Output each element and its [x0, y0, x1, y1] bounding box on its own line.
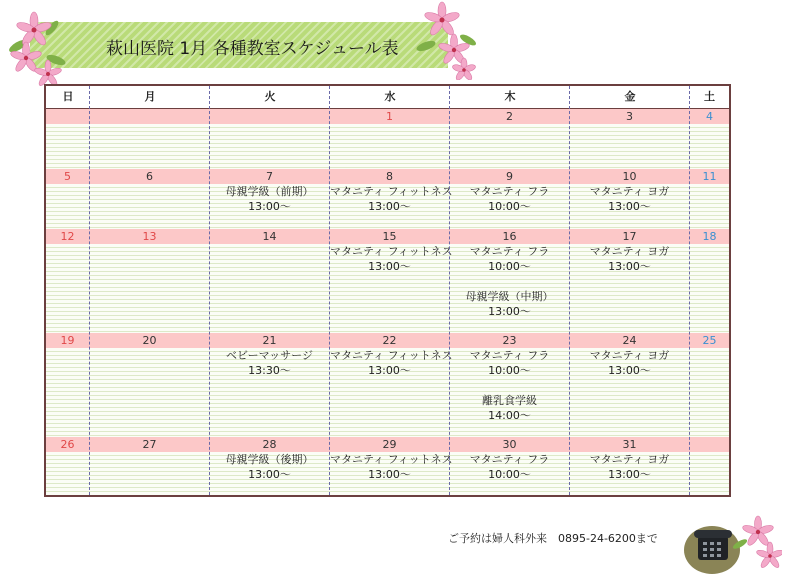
weekday-sat: 土	[704, 90, 715, 103]
day-number: 29	[382, 438, 397, 451]
day-number: 30	[502, 438, 517, 451]
event-time: 13:00～	[248, 468, 291, 481]
day-number: 16	[502, 230, 517, 243]
column-divider	[449, 86, 450, 495]
event-time: 13:00～	[608, 364, 651, 377]
day-number: 27	[142, 438, 157, 451]
day-number: 10	[622, 170, 637, 183]
class-event	[450, 244, 569, 274]
day-number: 23	[502, 334, 517, 347]
class-event	[570, 244, 689, 274]
day-number: 9	[506, 170, 513, 183]
day-number: 6	[146, 170, 153, 183]
day-number: 2	[506, 110, 513, 123]
event-time: 13:00～	[608, 468, 651, 481]
calendar-week	[46, 229, 729, 333]
event-name: マタニティ ヨガ	[589, 349, 670, 362]
event-time: 13:00～	[488, 305, 531, 318]
day-number: 15	[382, 230, 397, 243]
event-name: マタニティ ヨガ	[589, 245, 670, 258]
weekday-tue: 火	[264, 90, 276, 103]
telephone-icon	[672, 514, 782, 580]
event-time: 14:00～	[488, 409, 531, 422]
event-time: 13:00～	[608, 260, 651, 273]
day-number: 20	[142, 334, 157, 347]
day-number	[690, 437, 729, 452]
day-number: 5	[64, 170, 71, 183]
class-event	[330, 348, 453, 378]
event-name: 母親学級（中期）	[465, 290, 554, 303]
day-number: 26	[60, 438, 75, 451]
event-name: マタニティ フィットネス	[330, 349, 453, 362]
flower-right-icon	[414, 0, 478, 80]
weekday-thu: 木	[504, 90, 516, 103]
day-number: 3	[626, 110, 633, 123]
page-title: 萩山医院 1月 各種教室スケジュール表	[106, 39, 399, 59]
event-time: 13:30～	[248, 364, 291, 377]
schedule-calendar	[44, 84, 731, 497]
event-name: マタニティ フィットネス	[330, 185, 453, 198]
day-number: 19	[60, 334, 75, 347]
event-time: 10:00～	[488, 260, 531, 273]
day-number: 13	[142, 230, 157, 243]
column-divider	[89, 86, 90, 495]
column-divider	[569, 86, 570, 495]
day-number: 21	[262, 334, 277, 347]
calendar-week	[46, 437, 729, 495]
calendar-week	[46, 333, 729, 437]
class-event	[210, 348, 329, 378]
event-name: マタニティ フラ	[469, 245, 550, 258]
event-name: 離乳食学級	[482, 394, 537, 407]
event-time: 10:00～	[488, 468, 531, 481]
event-time: 13:00～	[368, 364, 411, 377]
class-event	[330, 244, 453, 274]
column-divider	[209, 86, 210, 495]
class-event	[570, 184, 689, 214]
event-name: マタニティ ヨガ	[589, 453, 670, 466]
event-time: 13:00～	[248, 200, 291, 213]
class-event	[210, 184, 329, 214]
class-event	[450, 184, 569, 214]
day-number: 4	[706, 110, 713, 123]
day-area	[46, 124, 729, 169]
reservation-info: ご予約は婦人科外来 0895-24-6200まで	[448, 532, 658, 545]
day-number: 22	[382, 334, 397, 347]
calendar-week	[46, 169, 729, 229]
class-event	[450, 348, 569, 378]
class-event	[450, 393, 569, 423]
event-name: マタニティ フィットネス	[330, 453, 453, 466]
day-number	[210, 109, 329, 124]
day-number: 11	[702, 170, 717, 183]
event-time: 10:00～	[488, 364, 531, 377]
day-number: 1	[386, 110, 393, 123]
weekday-fri: 金	[624, 90, 636, 103]
calendar-week	[46, 109, 729, 169]
event-name: マタニティ フィットネス	[330, 245, 453, 258]
event-name: 母親学級（後期）	[225, 453, 314, 466]
class-event	[330, 452, 453, 482]
event-time: 13:00～	[368, 468, 411, 481]
day-number: 28	[262, 438, 277, 451]
day-number: 25	[702, 334, 717, 347]
event-time: 13:00～	[608, 200, 651, 213]
class-event	[570, 348, 689, 378]
class-event	[210, 452, 329, 482]
day-number: 18	[702, 230, 717, 243]
flower-left-icon	[4, 6, 74, 86]
column-divider	[329, 86, 330, 495]
day-number: 24	[622, 334, 637, 347]
event-name: マタニティ フラ	[469, 349, 550, 362]
event-name: マタニティ ヨガ	[589, 185, 670, 198]
day-number: 31	[622, 438, 637, 451]
day-number: 17	[622, 230, 637, 243]
class-event	[570, 452, 689, 482]
event-time: 13:00～	[368, 260, 411, 273]
weekday-mon: 月	[144, 90, 156, 103]
class-event	[330, 184, 453, 214]
day-number: 7	[266, 170, 273, 183]
weekday-header	[46, 86, 729, 110]
weekday-sun: 日	[62, 90, 74, 103]
weekday-wed: 水	[384, 90, 396, 103]
event-name: 母親学級（前期）	[225, 185, 314, 198]
event-time: 10:00～	[488, 200, 531, 213]
event-name: マタニティ フラ	[469, 185, 550, 198]
event-time: 13:00～	[368, 200, 411, 213]
day-number	[90, 109, 209, 124]
day-number: 12	[60, 230, 75, 243]
column-divider	[689, 86, 690, 495]
event-name: ベビーマッサージ	[226, 349, 313, 362]
event-name: マタニティ フラ	[469, 453, 550, 466]
class-event	[450, 452, 569, 482]
day-number	[46, 109, 89, 124]
day-number: 8	[386, 170, 393, 183]
day-number: 14	[262, 230, 277, 243]
class-event	[450, 289, 569, 319]
